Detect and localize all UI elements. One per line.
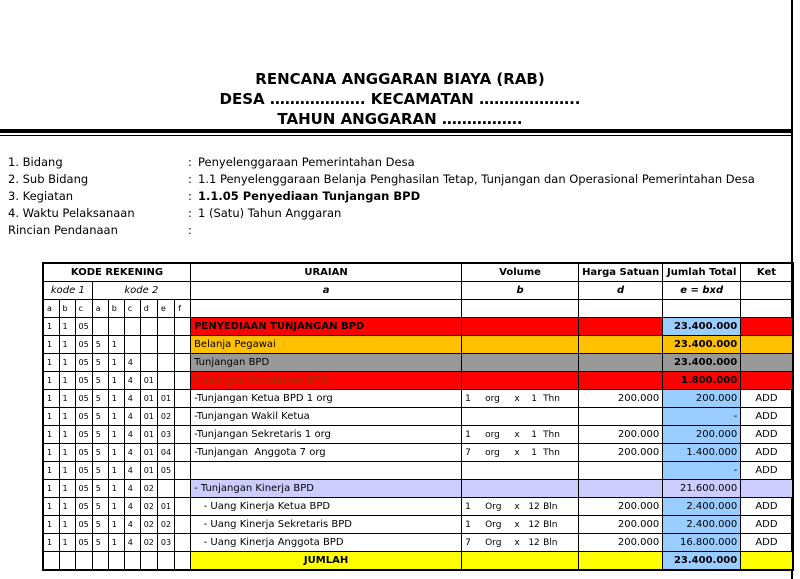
letter-cell: a [43,300,59,318]
volume-cell [462,408,579,426]
kode-cell: 02 [157,408,174,426]
letter-cell: c [75,300,92,318]
volume-unit: org [485,429,500,440]
volume-cell [462,426,579,444]
kode-cell: 05 [75,444,92,462]
volume-cell [462,444,579,462]
kode-cell [175,462,191,480]
kode-cell: 05 [157,462,174,480]
volume-cell [462,480,579,498]
info-label: Rincian Pendanaan [8,223,118,237]
kode-cell: 05 [75,318,92,336]
harga-cell [579,372,663,390]
uraian-cell: - Uang Kinerja Ketua BPD [191,498,462,516]
kode-cell: 05 [75,498,92,516]
title-rule-thick [0,129,793,133]
ket-cell [741,354,793,372]
header-harga: Harga Satuan [579,263,663,282]
harga-cell: 200.000 [579,516,663,534]
kode-cell: 5 [92,354,108,372]
uraian-cell: Tunjangan Kedudukan BPD [191,372,462,390]
table-row [43,390,793,408]
harga-cell [579,354,663,372]
kode-cell [175,372,191,390]
letter-cell: b [59,300,75,318]
total-kode-cell [43,552,59,571]
kode-cell: 5 [92,390,108,408]
info-value: 1.1.05 Penyediaan Tunjangan BPD [198,189,421,203]
harga-cell: 200.000 [579,390,663,408]
letter-cell: c [124,300,140,318]
volume-times: x [514,393,520,404]
kode-cell: 4 [124,408,140,426]
volume-period-unit: Thn [543,447,560,458]
letter-cell: f [175,300,191,318]
total-kode-cell [75,552,92,571]
kode-cell: 1 [43,462,59,480]
table-row [43,318,793,336]
total-ket [741,552,793,571]
uraian-cell: - Tunjangan Kinerja BPD [191,480,462,498]
subheader-b: b [462,282,579,300]
volume-times: x [514,447,520,458]
kode-cell: 1 [108,426,124,444]
ket-cell [741,336,793,354]
uraian-cell: Tunjangan BPD [191,354,462,372]
subheader-empty [741,282,793,300]
ket-cell: ADD [741,516,793,534]
kode-cell: 03 [157,426,174,444]
uraian-cell: -Tunjangan Anggota 7 org [191,444,462,462]
harga-cell [579,318,663,336]
jumlah-cell: 23.400.000 [663,318,741,336]
total-kode-cell [140,552,157,571]
kode-cell [124,336,140,354]
info-value: 1 (Satu) Tahun Anggaran [198,206,342,220]
kode-cell [157,372,174,390]
total-row [43,552,793,571]
jumlah-cell: 1.400.000 [663,444,741,462]
letter-empty-cell [741,300,793,318]
letter-empty-cell [663,300,741,318]
kode-cell: 1 [43,534,59,552]
kode-cell [175,498,191,516]
kode-cell: 5 [92,444,108,462]
kode-cell: 01 [140,462,157,480]
kode-cell: 1 [108,462,124,480]
volume-cell [462,462,579,480]
kode-cell: 03 [157,534,174,552]
kode-cell: 4 [124,480,140,498]
volume-period-qty: 12 [528,501,540,512]
total-volume [462,552,579,571]
jumlah-cell: 21.600.000 [663,480,741,498]
doc-subtitle-desa: DESA ………………. KECAMATAN ……………….. [219,90,581,108]
kode-cell: 01 [140,390,157,408]
kode-cell [175,336,191,354]
kode-cell: 5 [92,498,108,516]
kode-cell: 1 [59,498,75,516]
volume-period-unit: Bln [543,537,558,548]
kode-cell: 02 [140,534,157,552]
kode-cell [108,318,124,336]
info-sep: : [188,223,192,237]
volume-cell [462,498,579,516]
harga-cell [579,336,663,354]
volume-times: x [514,429,520,440]
volume-unit: Org [485,501,502,512]
kode-cell: 05 [75,480,92,498]
total-kode-cell [124,552,140,571]
letter-cell: e [157,300,174,318]
kode-cell: 1 [108,336,124,354]
kode-cell: 1 [59,426,75,444]
kode-cell: 1 [59,516,75,534]
kode-cell: 1 [43,354,59,372]
ket-cell: ADD [741,444,793,462]
table-row [43,408,793,426]
kode-cell: 5 [92,336,108,354]
letter-cell: d [140,300,157,318]
kode-cell: 4 [124,516,140,534]
uraian-cell: - Uang Kinerja Sekretaris BPD [191,516,462,534]
kode-cell: 4 [124,426,140,444]
letter-empty-cell [462,300,579,318]
ket-cell: ADD [741,390,793,408]
ket-cell [741,480,793,498]
info-label: 2. Sub Bidang [8,172,89,186]
letter-empty-cell [579,300,663,318]
kode-cell: 1 [43,516,59,534]
kode-cell: 1 [59,390,75,408]
table-row [43,480,793,498]
subheader-d: d [579,282,663,300]
kode-cell: 04 [157,444,174,462]
kode-cell: 05 [75,408,92,426]
kode-cell: 1 [59,408,75,426]
volume-qty: 1 [465,429,471,440]
kode-cell [157,318,174,336]
info-label: 3. Kegiatan [8,189,74,203]
header-row [43,263,793,282]
harga-cell: 200.000 [579,534,663,552]
info-label: 4. Waktu Pelaksanaan [8,206,135,220]
kode-cell: 1 [108,372,124,390]
kode-cell: 5 [92,516,108,534]
kode-cell: 5 [92,372,108,390]
table-row [43,426,793,444]
uraian-cell: PENYEDIAAN TUNJANGAN BPD [191,318,462,336]
kode-cell: 5 [92,480,108,498]
volume-qty: 1 [465,393,471,404]
doc-subtitle-tahun: TAHUN ANGGARAN ……………. [277,110,523,128]
harga-cell: 200.000 [579,444,663,462]
kode-cell [175,318,191,336]
kode-cell [175,516,191,534]
uraian-cell [191,462,462,480]
volume-period-unit: Bln [543,501,558,512]
volume-period-qty: 1 [531,429,537,440]
table-row [43,354,793,372]
kode-cell [140,336,157,354]
total-kode-cell [108,552,124,571]
ket-cell: ADD [741,408,793,426]
kode-cell: 05 [75,336,92,354]
kode-cell: 4 [124,372,140,390]
volume-period-unit: Bln [543,519,558,530]
kode-cell: 4 [124,444,140,462]
subheader-row [43,282,793,300]
kode-cell: 1 [43,480,59,498]
kode-cell [175,534,191,552]
kode-cell [157,354,174,372]
jumlah-cell: 200.000 [663,426,741,444]
kode-cell: 1 [59,318,75,336]
kode-cell [140,354,157,372]
kode-cell: 05 [75,426,92,444]
kode-cell: 01 [140,408,157,426]
uraian-cell: -Tunjangan Wakil Ketua [191,408,462,426]
kode-cell: 02 [140,498,157,516]
volume-period-qty: 1 [531,447,537,458]
volume-period-qty: 1 [531,393,537,404]
kode-cell: 1 [43,372,59,390]
kode-cell: 1 [43,390,59,408]
letter-empty-cell [191,300,462,318]
subheader-a: a [191,282,462,300]
subheader-kode1: kode 1 [43,282,92,300]
uraian-cell: -Tunjangan Sekretaris 1 org [191,426,462,444]
ket-cell: ADD [741,534,793,552]
table-row [43,498,793,516]
letter-cell: a [92,300,108,318]
header-kode: KODE REKENING [43,263,191,282]
info-value: Penyelenggaraan Pemerintahan Desa [198,155,415,169]
kode-cell: 02 [157,516,174,534]
letter-cell: b [108,300,124,318]
kode-cell [175,426,191,444]
kode-cell: 1 [59,372,75,390]
kode-cell: 05 [75,534,92,552]
kode-cell: 4 [124,354,140,372]
ket-cell: ADD [741,462,793,480]
kode-cell [175,390,191,408]
volume-unit: Org [485,519,502,530]
uraian-cell: Belanja Pegawai [191,336,462,354]
jumlah-cell: 1.800.000 [663,372,741,390]
kode-cell: 02 [140,516,157,534]
kode-cell: 4 [124,534,140,552]
volume-qty: 7 [465,447,471,458]
header-volume: Volume [462,263,579,282]
total-jumlah: 23.400.000 [663,552,741,571]
kode-cell: 1 [43,408,59,426]
table-row [43,462,793,480]
kode-cell [124,318,140,336]
info-value: 1.1 Penyelenggaraan Belanja Penghasilan Tetap, Tunjangan dan Operasional Pemerintahan Desa [198,172,755,186]
volume-unit: Org [485,537,502,548]
kode-cell: 01 [157,498,174,516]
volume-unit: org [485,447,500,458]
kode-cell: 1 [108,354,124,372]
kode-cell: 4 [124,390,140,408]
title-rule-thin [0,135,793,136]
volume-cell [462,516,579,534]
volume-period-qty: 12 [528,537,540,548]
harga-cell: 200.000 [579,426,663,444]
kode-cell [175,444,191,462]
total-kode-cell [157,552,174,571]
kode-cell: 1 [108,534,124,552]
subheader-e: e = bxd [663,282,741,300]
table-row [43,372,793,390]
doc-title: RENCANA ANGGARAN BIAYA (RAB) [255,70,545,88]
volume-qty: 7 [465,537,471,548]
harga-cell [579,408,663,426]
harga-cell [579,462,663,480]
total-kode-cell [175,552,191,571]
table-row [43,516,793,534]
ket-cell [741,318,793,336]
kode-cell [175,354,191,372]
header-jumlah: Jumlah Total [663,263,741,282]
kode-cell [92,318,108,336]
kode-cell: 1 [108,516,124,534]
kode-cell: 1 [43,336,59,354]
kode-cell [140,318,157,336]
rab-table [42,262,794,571]
kode-cell: 1 [59,354,75,372]
kode-cell: 1 [108,408,124,426]
volume-cell [462,534,579,552]
kode-cell: 1 [108,498,124,516]
kode-cell: 1 [108,444,124,462]
kode-cell: 1 [59,480,75,498]
volume-period-unit: Thn [543,393,560,404]
jumlah-cell: - [663,462,741,480]
kode-cell: 5 [92,426,108,444]
jumlah-cell: 200.000 [663,390,741,408]
volume-times: x [514,537,520,548]
kode-cell: 05 [75,390,92,408]
kode-cell: 1 [59,534,75,552]
kode-cell: 1 [108,480,124,498]
kode-cell: 05 [75,354,92,372]
jumlah-cell: 2.400.000 [663,498,741,516]
kode-cell: 4 [124,462,140,480]
kode-cell: 01 [140,444,157,462]
kode-cell: 1 [59,462,75,480]
ket-cell [741,372,793,390]
total-label: JUMLAH [191,552,462,571]
ket-cell: ADD [741,498,793,516]
jumlah-cell: 16.800.000 [663,534,741,552]
total-kode-cell [59,552,75,571]
kode-cell: 1 [43,498,59,516]
volume-period-qty: 12 [528,519,540,530]
table-row [43,444,793,462]
kode-cell [175,480,191,498]
kode-cell: 01 [157,390,174,408]
volume-cell [462,354,579,372]
info-sep: : [188,155,192,169]
volume-qty: 1 [465,501,471,512]
total-harga [579,552,663,571]
volume-period-unit: Thn [543,429,560,440]
jumlah-cell: - [663,408,741,426]
info-label: 1. Bidang [8,155,63,169]
info-sep: : [188,172,192,186]
uraian-cell: - Uang Kinerja Anggota BPD [191,534,462,552]
kode-cell: 1 [43,426,59,444]
volume-cell [462,390,579,408]
info-sep: : [188,189,192,203]
header-uraian: URAIAN [191,263,462,282]
kode-cell: 01 [140,372,157,390]
kode-cell: 1 [108,390,124,408]
kode-cell [157,336,174,354]
header-ket: Ket [741,263,793,282]
harga-cell: 200.000 [579,498,663,516]
table-row [43,336,793,354]
subheader-kode2: kode 2 [92,282,190,300]
kode-cell: 1 [43,318,59,336]
kode-cell [175,408,191,426]
volume-cell [462,318,579,336]
kode-cell: 1 [43,444,59,462]
volume-times: x [514,519,520,530]
kode-cell: 05 [75,516,92,534]
volume-cell [462,336,579,354]
harga-cell [579,480,663,498]
kode-cell: 1 [59,444,75,462]
volume-qty: 1 [465,519,471,530]
kode-cell: 01 [140,426,157,444]
kode-cell: 5 [92,462,108,480]
ket-cell: ADD [741,426,793,444]
jumlah-cell: 23.400.000 [663,354,741,372]
volume-unit: org [485,393,500,404]
jumlah-cell: 2.400.000 [663,516,741,534]
kode-cell [157,480,174,498]
uraian-cell: -Tunjangan Ketua BPD 1 org [191,390,462,408]
letters-row [43,300,793,318]
kode-cell: 4 [124,498,140,516]
total-kode-cell [92,552,108,571]
kode-cell: 02 [140,480,157,498]
kode-cell: 05 [75,462,92,480]
table-row [43,534,793,552]
kode-cell: 5 [92,408,108,426]
volume-times: x [514,501,520,512]
kode-cell: 1 [59,336,75,354]
jumlah-cell: 23.400.000 [663,336,741,354]
kode-cell: 5 [92,534,108,552]
info-sep: : [188,206,192,220]
volume-cell [462,372,579,390]
kode-cell: 05 [75,372,92,390]
